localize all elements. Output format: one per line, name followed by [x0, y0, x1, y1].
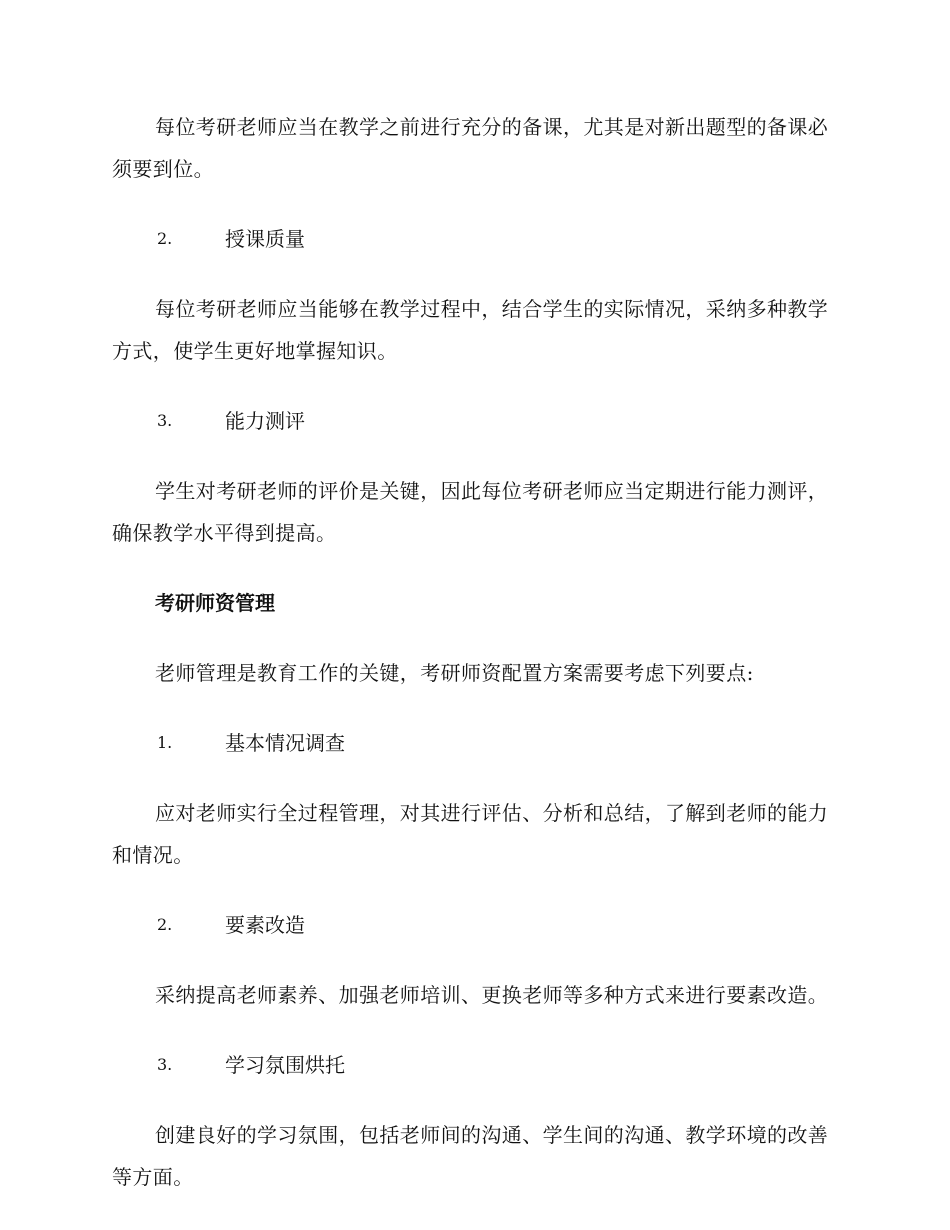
- paragraph: 每位考研老师应当在教学之前进行充分的备课，尤其是对新出题型的备课必须要到位。: [112, 115, 829, 181]
- section-heading: 考研师资管理: [155, 591, 275, 615]
- paragraph: 老师管理是教育工作的关键，考研师资配置方案需要考虑下列要点:: [155, 661, 754, 685]
- paragraph: 采纳提高老师素养、加强老师培训、更换老师等多种方式来进行要素改造。: [155, 983, 829, 1007]
- paragraph: 学生对考研老师的评价是关键，因此每位考研老师应当定期进行能力测评，确保教学水平得到提高。: [112, 479, 829, 545]
- list-item-label: 要素改造: [225, 913, 305, 937]
- paragraph: 每位考研老师应当能够在教学过程中，结合学生的实际情况，采纳多种教学方式，使学生更好地掌握知识。: [112, 297, 829, 363]
- list-item-label: 能力测评: [225, 409, 305, 433]
- list-item-label: 授课质量: [225, 227, 305, 251]
- list-item: [112, 1044, 832, 1086]
- document-body: [112, 106, 832, 1226]
- paragraph: 创建良好的学习氛围，包括老师间的沟通、学生间的沟通、教学环境的改善等方面。: [112, 1123, 829, 1189]
- list-item-number: 3.: [157, 1055, 173, 1074]
- list-item: [112, 722, 832, 764]
- list-item-label: 基本情况调查: [225, 731, 345, 755]
- list-item-number: 1.: [157, 733, 173, 752]
- paragraph: 应对老师实行全过程管理，对其进行评估、分析和总结，了解到老师的能力和情况。: [112, 801, 829, 867]
- list-item: [112, 904, 832, 946]
- list-item: [112, 400, 832, 442]
- list-item-number: 2.: [157, 915, 173, 934]
- list-item-label: 学习氛围烘托: [225, 1053, 345, 1077]
- list-item-number: 3.: [157, 411, 173, 430]
- list-item-number: 2.: [157, 229, 173, 248]
- list-item: [112, 218, 832, 260]
